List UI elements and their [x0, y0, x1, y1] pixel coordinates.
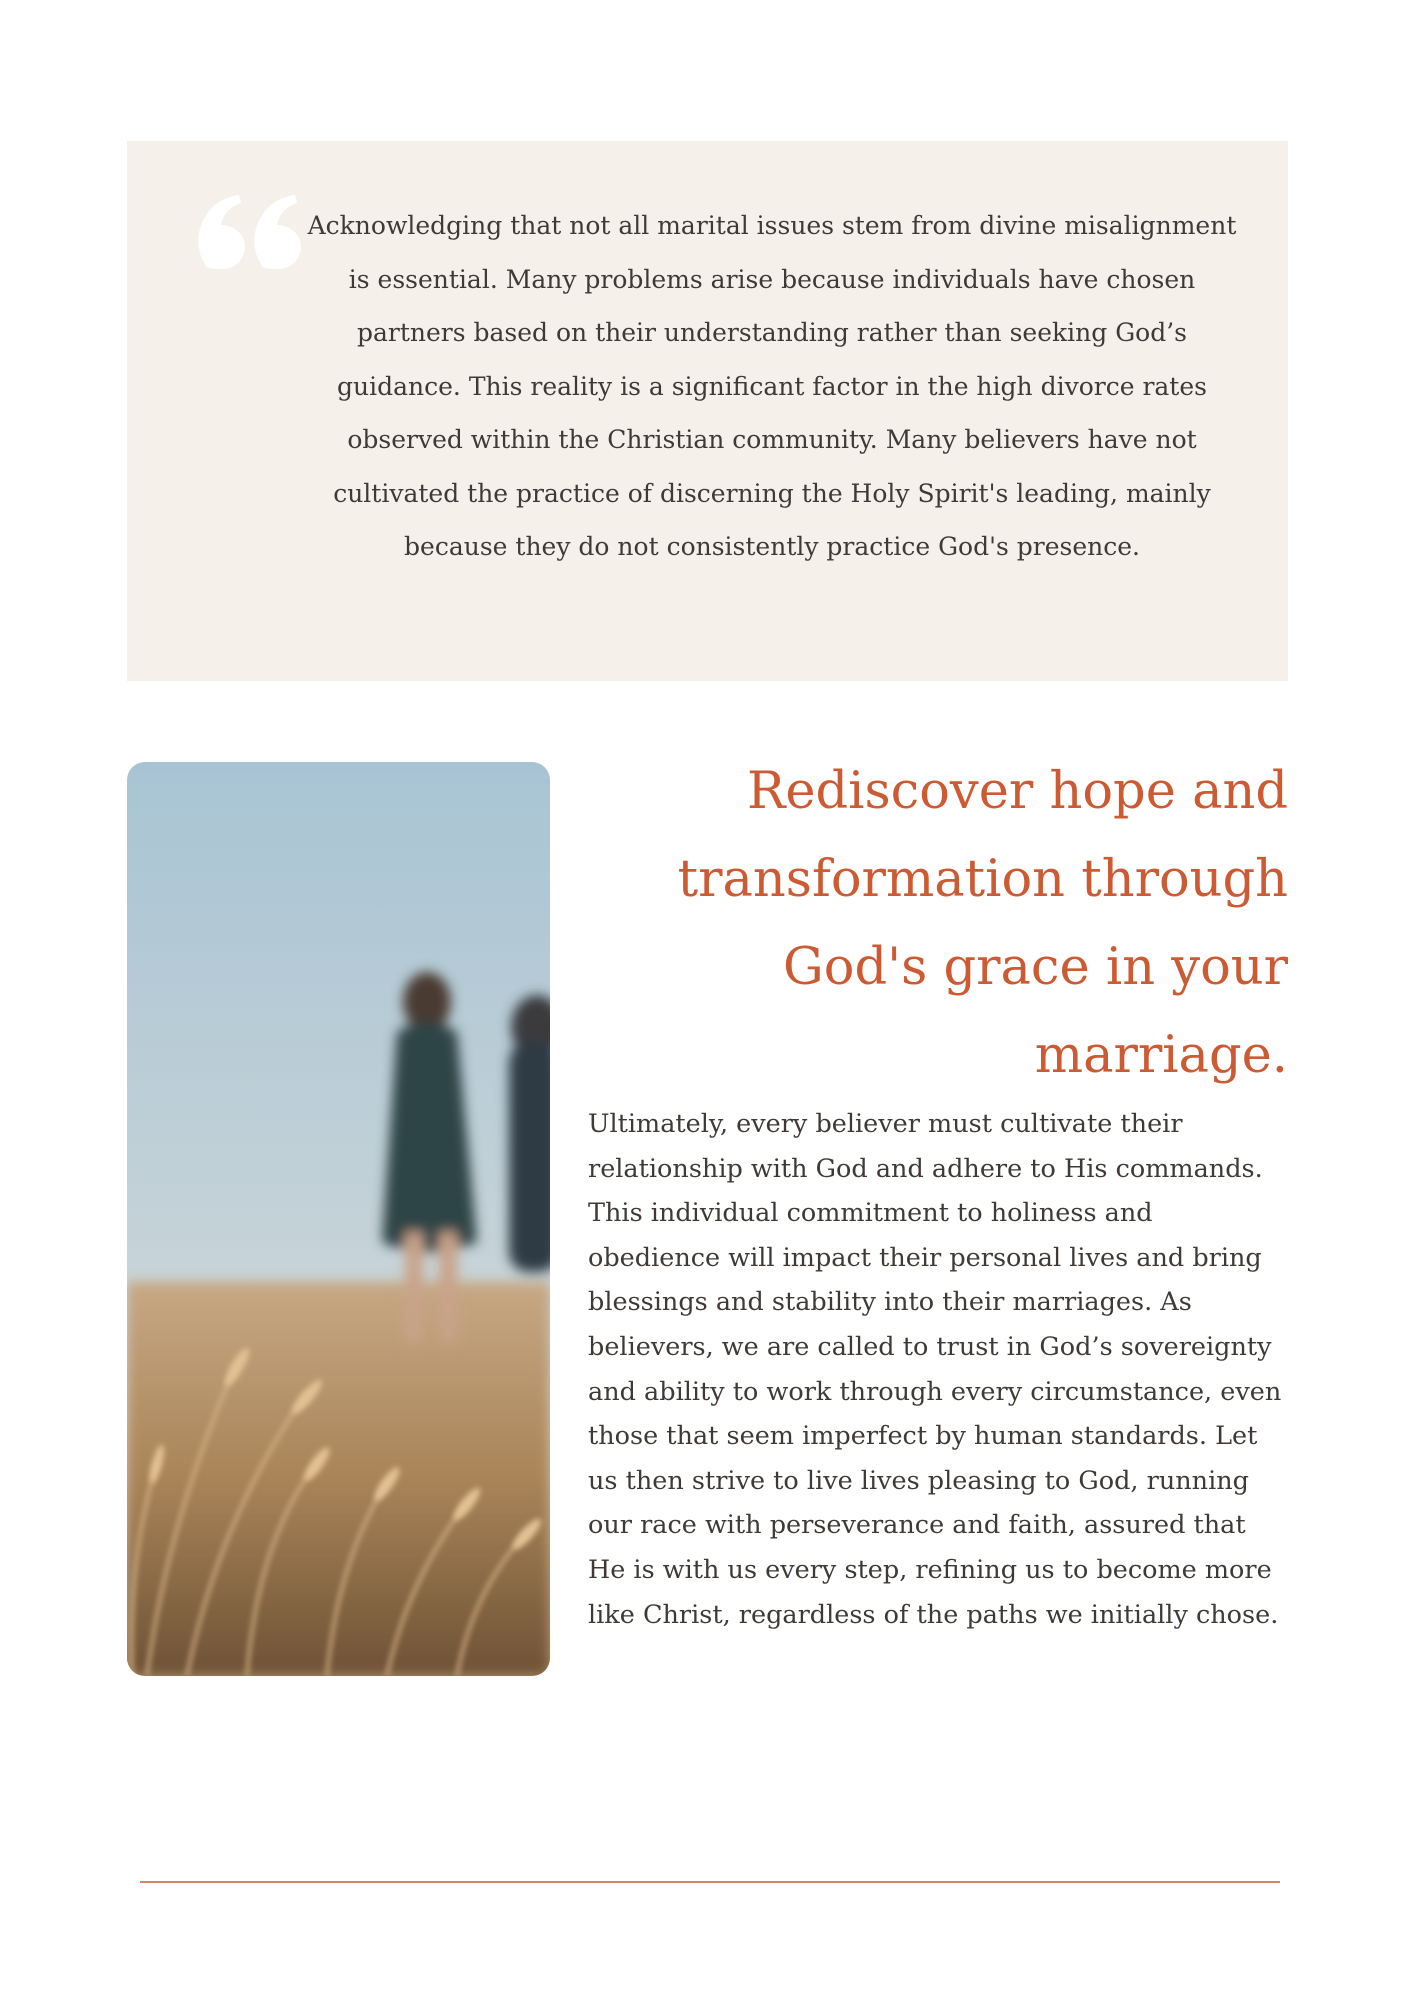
- footer-divider: [140, 1881, 1280, 1883]
- body-text: Ultimately, every believer must cultivate their relationship with God and adhere to His commands. This individual commitment to holiness and obedience will impact their personal lives and bring blessings and stability into their marriages. As believers, we are called to trust in God’s sovereignty and ability to work through every circumstance, even those that seem imperfect by human standards. Let us then strive to live lives pleasing to God, running our race with perseverance and faith, assured that He is with us every step, refining us to become more like Christ, regardless of the paths we initially chose.: [588, 1109, 1282, 1630]
- quote-mark-icon: [195, 189, 305, 279]
- quote-text: Acknowledging that not all marital issues stem from divine misalignment is essential. Many problems arise because individuals have chosen partners based on their understanding rather than seeking God’s guidance. This reality is a significant factor in the high divorce rates observed within the Christian community. Many believers have not cultivated the practice of discerning the Holy Spirit's leading, mainly because they do not consistently practice God's presence.: [307, 211, 1237, 561]
- couple-field-photo: [127, 762, 550, 1676]
- photo-illustration: [127, 762, 550, 1676]
- quote-box: [127, 141, 1288, 681]
- headline: Rediscover hope and transformation through God's grace in your marriage.: [677, 762, 1288, 1085]
